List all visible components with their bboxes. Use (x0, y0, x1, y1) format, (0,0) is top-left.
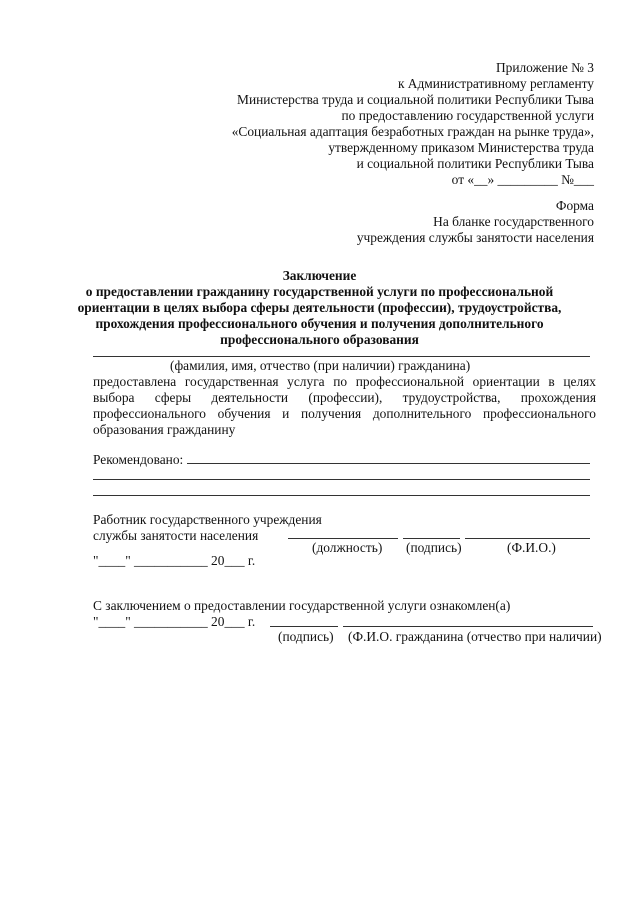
position-line[interactable] (288, 538, 398, 539)
signature-date: "____" ___________ 20___ г. (93, 553, 256, 568)
citizen-name-caption: (фамилия, имя, отчество (при наличии) гражданина) (170, 358, 471, 373)
title-line: о предоставлении гражданину государственной услуги по профессиональной (85, 284, 554, 299)
acknowledgment-text: С заключением о предоставлении государственной услуги ознакомлен(а) (93, 598, 511, 613)
citizen-signature-line[interactable] (270, 626, 338, 627)
appendix-number: Приложение № 3 (495, 60, 594, 75)
signature-caption: (подпись) (406, 540, 462, 555)
form-line: На бланке государственного (433, 214, 594, 229)
paragraph-line: выбора сферы деятельности (профессии), трудоустройства, прохождения (93, 390, 596, 405)
recommendation-line[interactable] (187, 463, 590, 464)
paragraph-line: образования гражданину (93, 422, 236, 437)
header-line: «Социальная адаптация безработных граждан на рынке труда», (231, 124, 594, 139)
title-line: ориентации в целях выбора сферы деятельности (профессии), трудоустройства, (77, 300, 562, 315)
header-line: утвержденному приказом Министерства труда (328, 140, 594, 155)
paragraph-line: предоставлена государственная услуга по профессиональной ориентации в целях (93, 374, 596, 389)
form-line: учреждения службы занятости населения (356, 230, 594, 245)
citizen-signature-caption: (подпись) (278, 629, 334, 644)
acknowledgment-date: "____" ___________ 20___ г. (93, 614, 256, 629)
title-line: профессионального образования (220, 332, 419, 347)
recommendation-line[interactable] (93, 495, 590, 496)
form-label: Форма (555, 198, 594, 213)
signature-line[interactable] (403, 538, 460, 539)
citizen-name-line[interactable] (93, 356, 590, 357)
worker-label: Работник государственного учреждения (93, 512, 322, 527)
header-line: и социальной политики Республики Тыва (356, 156, 594, 171)
paragraph-line: профессионального обучения и получения дополнительного профессионального (93, 406, 596, 421)
citizen-fio-line[interactable] (343, 626, 593, 627)
header-line: Министерства труда и социальной политики Республики Тыва (237, 92, 594, 107)
worker-label: службы занятости населения (93, 528, 259, 543)
header-line: по предоставлению государственной услуги (341, 108, 594, 123)
recommendation-line[interactable] (93, 479, 590, 480)
order-date-number: от «__» _________ №___ (451, 172, 594, 187)
citizen-fio-caption: (Ф.И.О. гражданина (отчество при наличии) (348, 629, 602, 644)
position-caption: (должность) (312, 540, 383, 555)
recommended-label: Рекомендовано: (93, 452, 184, 467)
document-title: Заключение (282, 268, 357, 283)
title-line: прохождения профессионального обучения и получения дополнительного (95, 316, 544, 331)
header-line: к Административному регламенту (397, 76, 594, 91)
fio-caption: (Ф.И.О.) (507, 540, 556, 555)
fio-line[interactable] (465, 538, 590, 539)
